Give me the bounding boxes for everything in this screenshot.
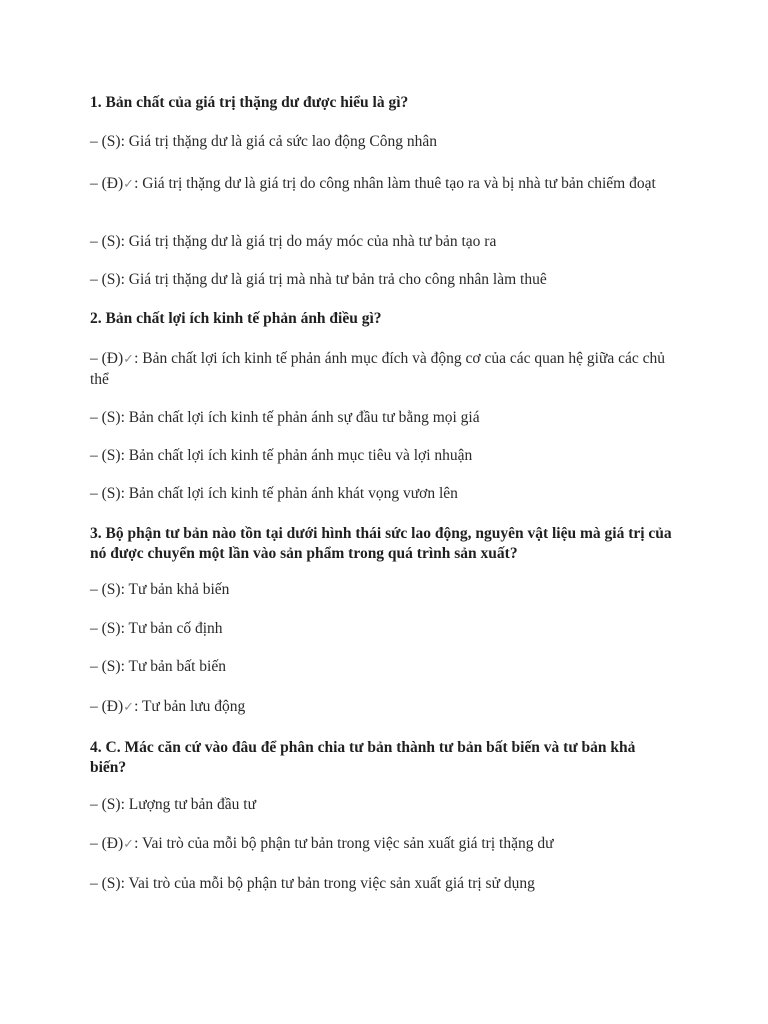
question-4-option-3 [90, 874, 690, 894]
option-text: : Tư bản lưu động [134, 698, 246, 715]
option-text: : Giá trị thặng dư là giá cả sức lao động Công nhân [120, 133, 437, 150]
question-3-option-4 [90, 697, 690, 718]
question-1-option-2 [90, 174, 660, 195]
question-2-option-4 [90, 484, 690, 504]
option-marker: – (S) [90, 658, 121, 675]
question-1-option-4 [90, 270, 690, 290]
option-marker: – (Đ) [90, 698, 124, 715]
option-marker: – (S) [90, 875, 121, 892]
option-marker: – (Đ) [90, 175, 124, 192]
option-text: : Bản chất lợi ích kinh tế phản ánh sự đầu tư bằng mọi giá [120, 409, 480, 426]
option-text: : Vai trò của mỗi bộ phận tư bản trong việc sản xuất giá trị sử dụng [120, 875, 535, 892]
option-text: : Tư bản bất biến [120, 658, 226, 675]
check-mark-icon: ✓ [123, 700, 135, 715]
check-mark-icon: ✓ [123, 177, 135, 192]
question-3-option-1 [90, 580, 690, 600]
option-marker: – (Đ) [90, 350, 124, 367]
question-2-option-1 [90, 349, 680, 390]
option-marker: – (S) [90, 409, 121, 426]
option-text: : Bản chất lợi ích kinh tế phản ánh khát vọng vươn lên [120, 485, 458, 502]
option-text: : Vai trò của mỗi bộ phận tư bản trong việc sản xuất giá trị thặng dư [134, 835, 554, 852]
question-2-option-3 [90, 446, 690, 466]
option-text: : Tư bản khả biến [120, 581, 230, 598]
option-text: : Giá trị thặng dư là giá trị do công nhân làm thuê tạo ra và bị nhà tư bản chiếm đoạt [134, 175, 656, 192]
question-4-title: 4. C. Mác căn cứ vào đâu để phân chia tư bản thành tư bản bất biến và tư bản khả biến? [90, 739, 636, 776]
option-marker: – (S) [90, 447, 121, 464]
option-marker: – (Đ) [90, 835, 124, 852]
check-mark-icon: ✓ [123, 837, 135, 852]
option-marker: – (S) [90, 233, 121, 250]
question-3-option-3 [90, 657, 690, 677]
option-marker: – (S) [90, 581, 121, 598]
option-marker: – (S) [90, 271, 121, 288]
option-text: : Lượng tư bản đầu tư [120, 796, 256, 813]
option-text: : Giá trị thặng dư là giá trị do máy móc của nhà tư bản tạo ra [120, 233, 497, 250]
question-3-option-2 [90, 619, 690, 639]
option-marker: – (S) [90, 485, 121, 502]
question-1-option-3 [90, 232, 690, 252]
check-mark-icon: ✓ [123, 352, 135, 367]
question-3-title: 3. Bộ phận tư bản nào tồn tại dưới hình thái sức lao động, nguyên vật liệu mà giá trị của nó được chuyển một lần vào sản phẩm trong quá trình sản xuất? [90, 525, 672, 562]
question-4-option-1 [90, 795, 690, 815]
option-marker: – (S) [90, 133, 121, 150]
question-1-option-1 [90, 132, 690, 152]
question-4-option-2 [90, 834, 690, 855]
option-text: : Bản chất lợi ích kinh tế phản ánh mục đích và động cơ của các quan hệ giữa các chủ thể [90, 350, 665, 388]
option-marker: – (S) [90, 620, 121, 637]
option-marker: – (S) [90, 796, 121, 813]
option-text: : Giá trị thặng dư là giá trị mà nhà tư bản trả cho công nhân làm thuê [120, 271, 547, 288]
question-2-title: 2. Bản chất lợi ích kinh tế phản ánh điều gì? [90, 310, 382, 327]
question-2-option-2 [90, 408, 690, 428]
option-text: : Bản chất lợi ích kinh tế phản ánh mục tiêu và lợi nhuận [120, 447, 473, 464]
question-1-title: 1. Bản chất của giá trị thặng dư được hiểu là gì? [90, 94, 409, 111]
option-text: : Tư bản cố định [120, 620, 223, 637]
